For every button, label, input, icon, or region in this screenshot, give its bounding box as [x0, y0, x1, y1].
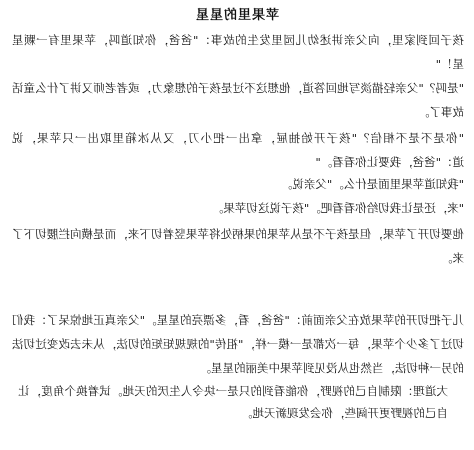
paragraph-4: "我知道苹果里面是什么。"父亲说。 [280, 177, 464, 191]
paragraph-1: 孩子回到家里，向父亲讲述幼儿园里发生的故事："爸爸，你知道吗，苹果里有一颗星星！" [12, 33, 464, 71]
paragraph-6: 他要切开了苹果，但是孩子不是从苹果的果柄处将苹果竖着切下来，而是横向拦腰切下了来。 [12, 227, 464, 265]
page-title: 苹果里的星星 [195, 8, 280, 23]
paragraph-5: "来，还是让我切给你看看吧。"孩子说这切苹果。 [211, 201, 464, 215]
paragraph-2: "是吗？"父亲轻描淡写地回答道，他想这不过是孩子的想象力，或者老师又讲了什么童话故事了。 [12, 81, 464, 119]
paragraph-3: "你是不是不相信？"孩子开始抽屉，拿出一把小刀，又从冰箱里取出一只苹果，说道："爸爸，我要让你看看。" [12, 131, 464, 169]
moral-paragraph: 大道理：限制自己的视野，你能看到的只是一块令人生厌的天地。试着换个角度，让自己的视野更开阔些，你会发现新天地。 [18, 384, 448, 420]
paragraph-7: 儿子把切开的苹果放在父亲面前："爸爸，看，多漂亮的星星。"父亲真正地惊呆了：我们切过了多少个苹果，每一次都是一模一样，"祖传"的规规矩矩的切法，从未去改变过切法的另一种切法，当然也从没见到苹果中美丽的星星。 [12, 313, 464, 375]
